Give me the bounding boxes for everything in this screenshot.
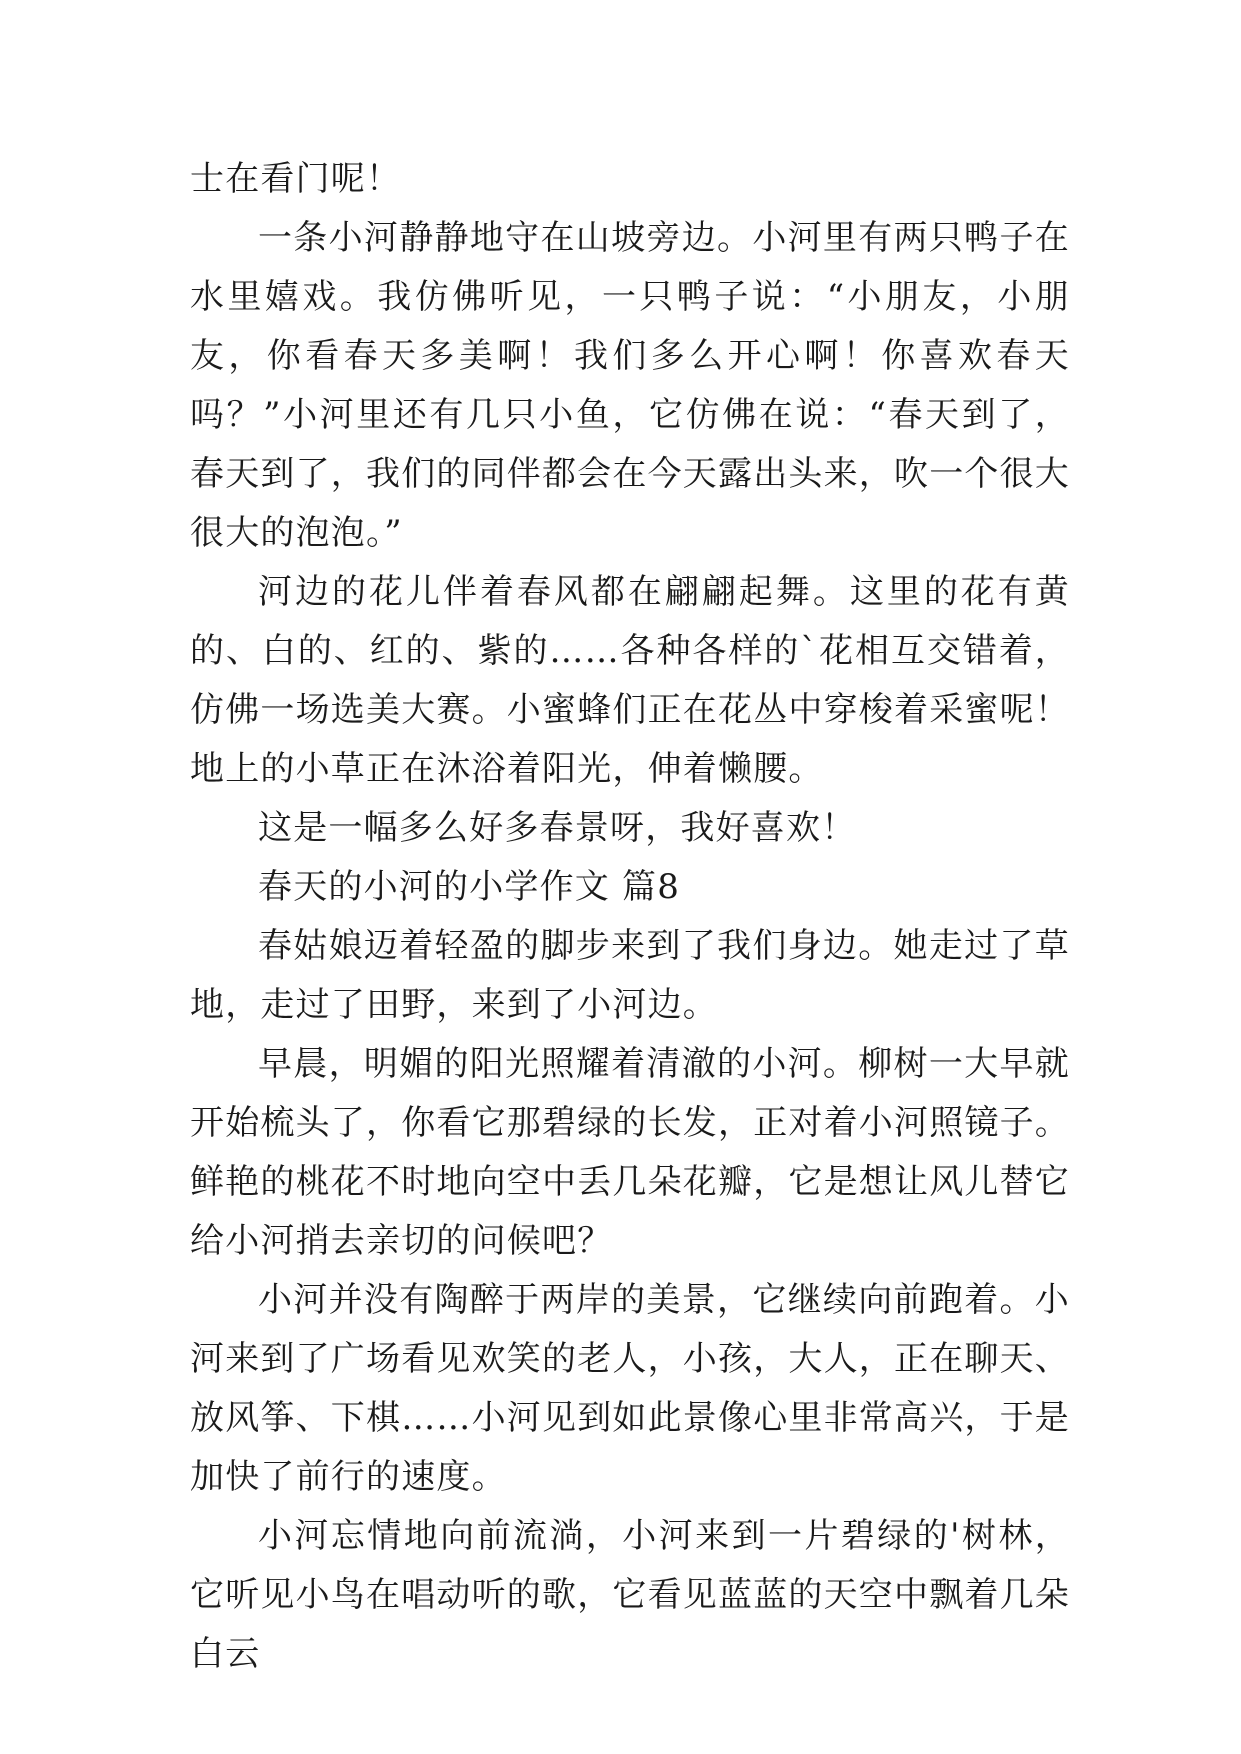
- paragraph-2: 一条小河静静地守在山坡旁边。小河里有两只鸭子在水里嬉戏。我仿佛听见，一只鸭子说：“小朋友，小朋友，你看春天多美啊！我们多么开心啊！你喜欢春天吗？”小河里还有几只小鱼，它仿佛在说：“春天到了，春天到了，我们的同伴都会在今天露出头来，吹一个很大很大的泡泡。”: [190, 218, 1070, 553]
- paragraph-3: 河边的花儿伴着春风都在翩翩起舞。这里的花有黄的、白的、红的、紫的……各种各样的`花相互交错着，仿佛一场选美大赛。小蜜蜂们正在花丛中穿梭着采蜜呢！地上的小草正在沐浴着阳光，伸着懒腰。: [190, 572, 1070, 789]
- document-body: [190, 150, 1070, 1684]
- paragraph-7: 早晨，明媚的阳光照耀着清澈的小河。柳树一大早就开始梳头了，你看它那碧绿的长发，正对着小河照镜子。鲜艳的桃花不时地向空中丢几朵花瓣，它是想让风儿替它给小河捎去亲切的问候吧？: [190, 1044, 1070, 1261]
- paragraph-8: 小河并没有陶醉于两岸的美景，它继续向前跑着。小河来到了广场看见欢笑的老人，小孩，大人，正在聊天、放风筝、下棋……小河见到如此景像心里非常高兴，于是加快了前行的速度。: [190, 1280, 1070, 1497]
- paragraph-4: 这是一幅多么好多春景呀，我好喜欢！: [258, 808, 857, 848]
- paragraph-9: 小河忘情地向前流淌，小河来到一片碧绿的'树林，它听见小鸟在唱动听的歌，它看见蓝蓝的天空中飘着几朵白云: [190, 1516, 1070, 1674]
- paragraph-1: 士在看门呢！: [190, 159, 402, 199]
- section-heading: 春天的小河的小学作文 篇8: [258, 867, 681, 907]
- paragraph-6: 春姑娘迈着轻盈的脚步来到了我们身边。她走过了草地，走过了田野，来到了小河边。: [190, 926, 1070, 1025]
